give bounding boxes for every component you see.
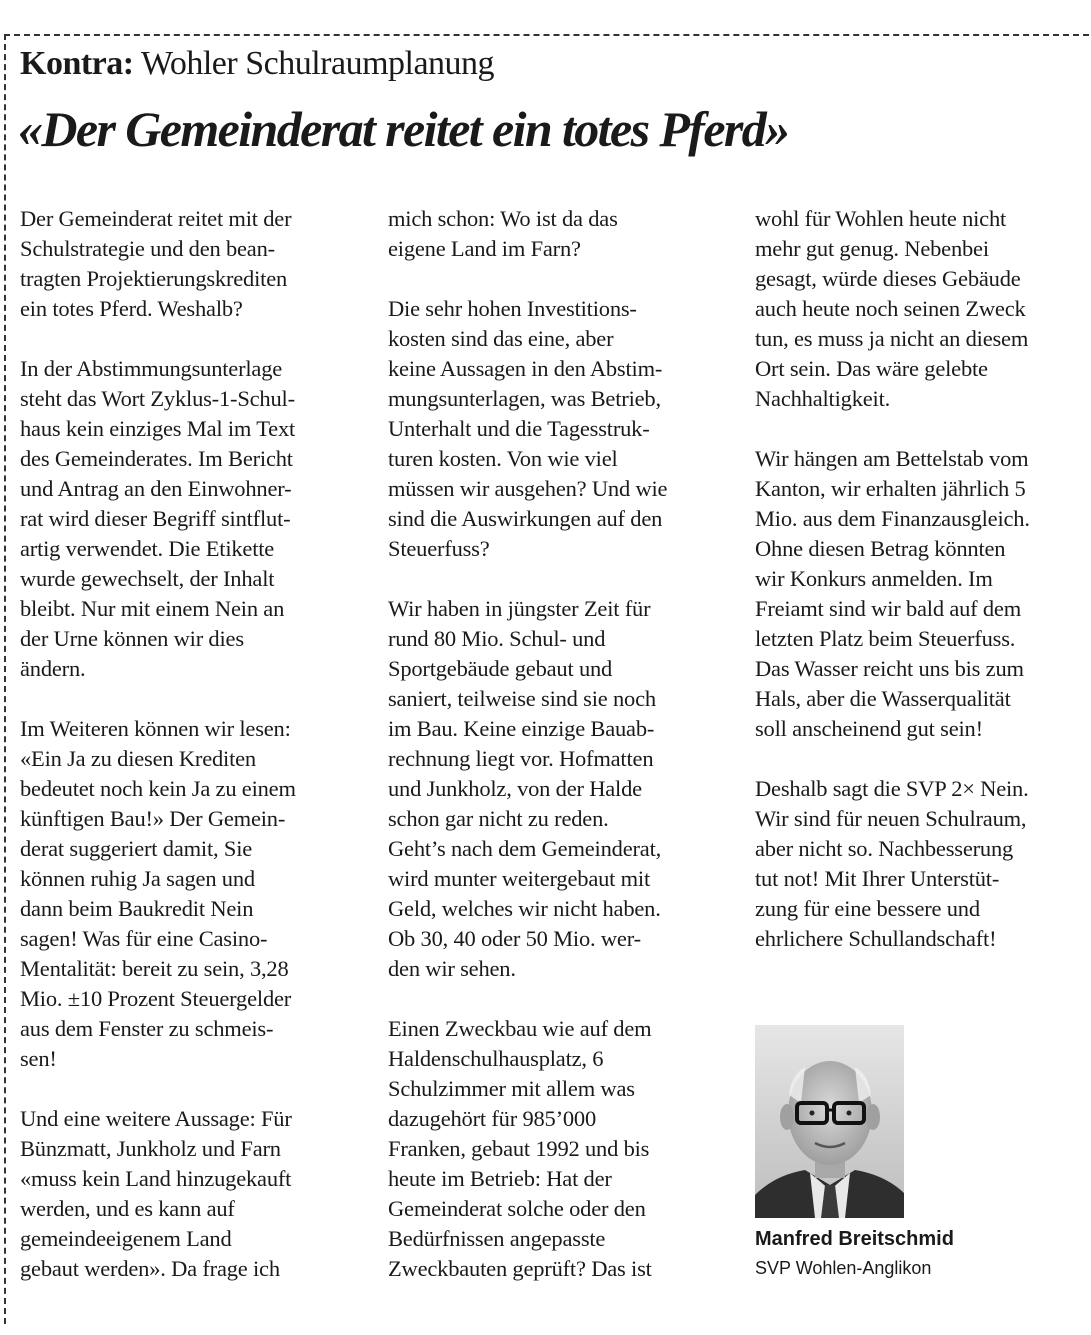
text-line: Deshalb sagt die SVP 2× Nein. [755, 776, 1029, 801]
text-line: Freiamt sind wir bald auf dem [755, 596, 1022, 621]
author-photo [755, 1025, 904, 1218]
text-line: heute im Betrieb: Hat der [388, 1166, 612, 1191]
paragraph [20, 204, 365, 324]
text-line: bleibt. Nur mit einem Nein an [20, 596, 285, 621]
text-line: wir Konkurs anmelden. Im [755, 566, 993, 591]
text-line: Unterhalt und die Tagesstruk- [388, 416, 650, 441]
text-line: kosten sind das eine, aber [388, 326, 614, 351]
text-line: ein totes Pferd. Weshalb? [20, 296, 243, 321]
text-line: Wir haben in jüngster Zeit für [388, 596, 651, 621]
text-line: Das Wasser reicht uns bis zum [755, 656, 1024, 681]
text-line: Bedürfnissen angepasste [388, 1226, 606, 1251]
text-line: aber nicht so. Nachbesserung [755, 836, 1014, 861]
text-line: Der Gemeinderat reitet mit der [20, 206, 292, 231]
text-line: schon gar nicht zu reden. [388, 806, 609, 831]
text-line: ehrlichere Schullandschaft! [755, 926, 997, 951]
text-line: gebaut werden». Da frage ich [20, 1256, 280, 1281]
text-column-2 [388, 204, 733, 1314]
text-line: letzten Platz beim Steuerfuss. [755, 626, 1016, 651]
text-line: Kanton, wir erhalten jährlich 5 [755, 476, 1026, 501]
paragraph [755, 774, 1091, 954]
text-line: Geld, welches wir nicht haben. [388, 896, 661, 921]
text-line: wurde gewechselt, der Inhalt [20, 566, 275, 591]
text-line: Schulzimmer mit allem was [388, 1076, 635, 1101]
text-line: Wir hängen am Bettelstab vom [755, 446, 1029, 471]
text-line: ändern. [20, 656, 86, 681]
text-line: Gemeinderat solche oder den [388, 1196, 646, 1221]
text-line: sagen! Was für eine Casino- [20, 926, 268, 951]
text-line: wird munter weitergebaut mit [388, 866, 651, 891]
text-line: künftigen Bau!» Der Gemein- [20, 806, 286, 831]
text-line: In der Abstimmungsunterlage [20, 356, 283, 381]
text-line: Im Weiteren können wir lesen: [20, 716, 291, 741]
text-line: Mio. aus dem Finanzausgleich. [755, 506, 1030, 531]
text-line: tut not! Mit Ihrer Unterstüt- [755, 866, 1000, 891]
text-line: «Ein Ja zu diesen Krediten [20, 746, 256, 771]
paragraph [20, 354, 365, 684]
article-kicker [20, 44, 494, 84]
text-line: Bünzmatt, Junkholz und Farn [20, 1136, 281, 1161]
text-line: Zweckbauten geprüft? Das ist [388, 1256, 652, 1281]
text-line: Nachhaltigkeit. [755, 386, 891, 411]
paragraph [388, 294, 733, 564]
author-party: SVP Wohlen-Anglikon [755, 1258, 932, 1278]
text-line: tun, es muss ja nicht an diesem [755, 326, 1029, 351]
text-line: Ob 30, 40 oder 50 Mio. wer- [388, 926, 641, 951]
text-line: müssen wir ausgehen? Und wie [388, 476, 668, 501]
text-line: rat wird dieser Begriff sintflut- [20, 506, 291, 531]
text-line: Mio. ±10 Prozent Steuergelder [20, 986, 292, 1011]
text-line: keine Aussagen in den Abstim- [388, 356, 663, 381]
kicker-topic: Wohler Schulraumplanung [140, 45, 495, 82]
text-line: Steuerfuss? [388, 536, 490, 561]
text-line: Ort sein. Das wäre gelebte [755, 356, 988, 381]
text-line: im Bau. Keine einzige Bauab- [388, 716, 655, 741]
text-line: Sportgebäude gebaut und [388, 656, 613, 681]
text-line: soll anscheinend gut sein! [755, 716, 983, 741]
paragraph [20, 1104, 365, 1284]
text-line: Wir sind für neuen Schulraum, [755, 806, 1027, 831]
text-line: bedeutet noch kein Ja zu einem [20, 776, 296, 801]
text-line: turen kosten. Von wie viel [388, 446, 618, 471]
text-line: zung für eine bessere und [755, 896, 980, 921]
article-headline: «Der Gemeinderat reitet ein totes Pferd» [18, 101, 789, 157]
text-line: artig verwendet. Die Etikette [20, 536, 275, 561]
text-line: steht das Wort Zyklus-1-Schul- [20, 386, 295, 411]
text-line: können ruhig Ja sagen und [20, 866, 255, 891]
text-line: werden, und es kann auf [20, 1196, 235, 1221]
text-column-1 [20, 204, 365, 1314]
text-line: Mentalität: bereit zu sein, 3,28 [20, 956, 289, 981]
text-line: derat suggeriert damit, Sie [20, 836, 253, 861]
text-line: des Gemeinderates. Im Bericht [20, 446, 293, 471]
text-line: tragten Projektierungskrediten [20, 266, 288, 291]
paragraph [388, 204, 733, 264]
text-line: auch heute noch seinen Zweck [755, 296, 1026, 321]
text-line: saniert, teilweise sind sie noch [388, 686, 656, 711]
text-line: sind die Auswirkungen auf den [388, 506, 663, 531]
text-line: mehr gut genug. Nebenbei [755, 236, 989, 261]
text-line: rechnung liegt vor. Hofmatten [388, 746, 654, 771]
text-line: den wir sehen. [388, 956, 516, 981]
text-line: Einen Zweckbau wie auf dem [388, 1016, 652, 1041]
text-line: mungsunterlagen, was Betrieb, [388, 386, 661, 411]
paragraph [755, 444, 1091, 744]
paragraph [388, 1014, 733, 1284]
text-line: der Urne können wir dies [20, 626, 244, 651]
kicker-label: Kontra: [20, 45, 134, 82]
paragraph [388, 594, 733, 984]
text-line: Und eine weitere Aussage: Für [20, 1106, 292, 1131]
text-line: eigene Land im Farn? [388, 236, 581, 261]
author-portrait [755, 1025, 904, 1218]
text-line: mich schon: Wo ist da das [388, 206, 618, 231]
text-line: Schulstrategie und den bean- [20, 236, 275, 261]
text-line: aus dem Fenster zu schmeis- [20, 1016, 274, 1041]
text-line: «muss kein Land hinzugekauft [20, 1166, 292, 1191]
author-name: Manfred Breitschmid [755, 1228, 954, 1250]
text-line: Geht’s nach dem Gemeinderat, [388, 836, 662, 861]
text-line: Franken, gebaut 1992 und bis [388, 1136, 650, 1161]
text-line: Die sehr hohen Investitions- [388, 296, 637, 321]
text-line: haus kein einziges Mal im Text [20, 416, 296, 441]
text-line: Ohne diesen Betrag könnten [755, 536, 1006, 561]
text-line: dann beim Baukredit Nein [20, 896, 254, 921]
text-line: gemeindeeigenem Land [20, 1226, 232, 1251]
text-line: und Junkholz, von der Halde [388, 776, 642, 801]
paragraph [755, 204, 1091, 414]
clipping-border-left [4, 34, 6, 1324]
clipping-border-top [4, 34, 1089, 36]
text-line: gesagt, würde dieses Gebäude [755, 266, 1021, 291]
text-column-3 [755, 204, 1091, 984]
text-line: wohl für Wohlen heute nicht [755, 206, 1007, 231]
paragraph [20, 714, 365, 1074]
text-line: und Antrag an den Einwohner- [20, 476, 292, 501]
text-line: Hals, aber die Wasserqualität [755, 686, 1011, 711]
text-line: Haldenschulhausplatz, 6 [388, 1046, 604, 1071]
text-line: sen! [20, 1046, 57, 1071]
text-line: dazugehört für 985’000 [388, 1106, 597, 1131]
text-line: rund 80 Mio. Schul- und [388, 626, 606, 651]
